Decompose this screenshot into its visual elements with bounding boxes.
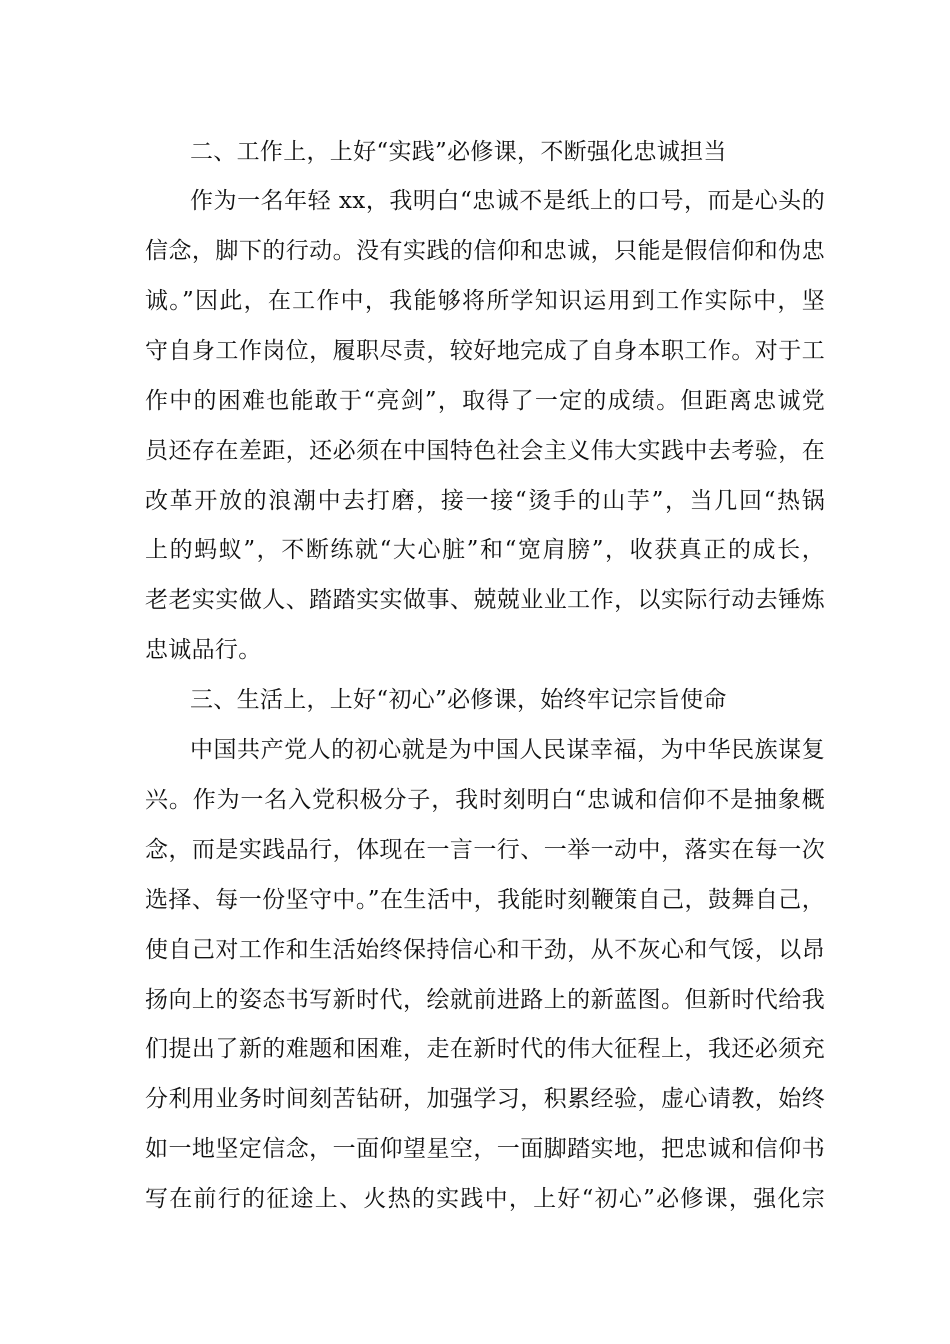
paragraph-line: 们提出了新的难题和困难，走在新时代的伟大征程上，我还必须充 (145, 1036, 825, 1062)
paragraph-line: 员还存在差距，还必须在中国特色社会主义伟大实践中去考验，在 (145, 438, 825, 464)
paragraph-line: 选择、每一份坚守中。”在生活中，我能时刻鞭策自己，鼓舞自己， (145, 887, 825, 913)
paragraph-line: 忠诚品行。 (145, 637, 262, 663)
paragraph-line: 使自己对工作和生活始终保持信心和干劲，从不灰心和气馁，以昂 (145, 937, 825, 963)
paragraph-line: 分利用业务时间刻苦钻研，加强学习，积累经验，虚心请教，始终 (145, 1086, 825, 1112)
paragraph-line: 念，而是实践品行，体现在一言一行、一举一动中，落实在每一次 (145, 837, 825, 863)
paragraph-line: 守自身工作岗位，履职尽责，较好地完成了自身本职工作。对于工 (145, 338, 825, 364)
paragraph-line: 中国共产党人的初心就是为中国人民谋幸福，为中华民族谋复 (190, 737, 825, 763)
section-heading-work: 二、工作上，上好“实践”必修课，不断强化忠诚担当 (190, 139, 727, 165)
paragraph-line: 诚。”因此，在工作中，我能够将所学知识运用到工作实际中，坚 (145, 288, 825, 314)
paragraph-line: 上的蚂蚁”，不断练就“大心脏”和“宽肩膀”，收获真正的成长， (145, 537, 825, 563)
paragraph-line: 扬向上的姿态书写新时代，绘就前进路上的新蓝图。但新时代给我 (145, 987, 825, 1013)
paragraph-line: 作中的困难也能敢于“亮剑”，取得了一定的成绩。但距离忠诚党 (145, 388, 825, 414)
paragraph-line: 信念，脚下的行动。没有实践的信仰和忠诚，只能是假信仰和伪忠 (145, 238, 825, 264)
paragraph-line: 改革开放的浪潮中去打磨，接一接“烫手的山芋”，当几回“热锅 (145, 488, 825, 514)
paragraph-line: 作为一名年轻 xx，我明白“忠诚不是纸上的口号，而是心头的 (190, 188, 825, 214)
paragraph-line: 如一地坚定信念，一面仰望星空，一面脚踏实地，把忠诚和信仰书 (145, 1136, 825, 1162)
paragraph-line: 老老实实做人、踏踏实实做事、兢兢业业工作，以实际行动去锤炼 (145, 587, 825, 613)
paragraph-line: 兴。作为一名入党积极分子，我时刻明白“忠诚和信仰不是抽象概 (145, 787, 825, 813)
paragraph-line: 写在前行的征途上、火热的实践中，上好“初心”必修课，强化宗 (145, 1186, 825, 1212)
section-heading-life: 三、生活上，上好“初心”必修课，始终牢记宗旨使命 (190, 687, 727, 713)
